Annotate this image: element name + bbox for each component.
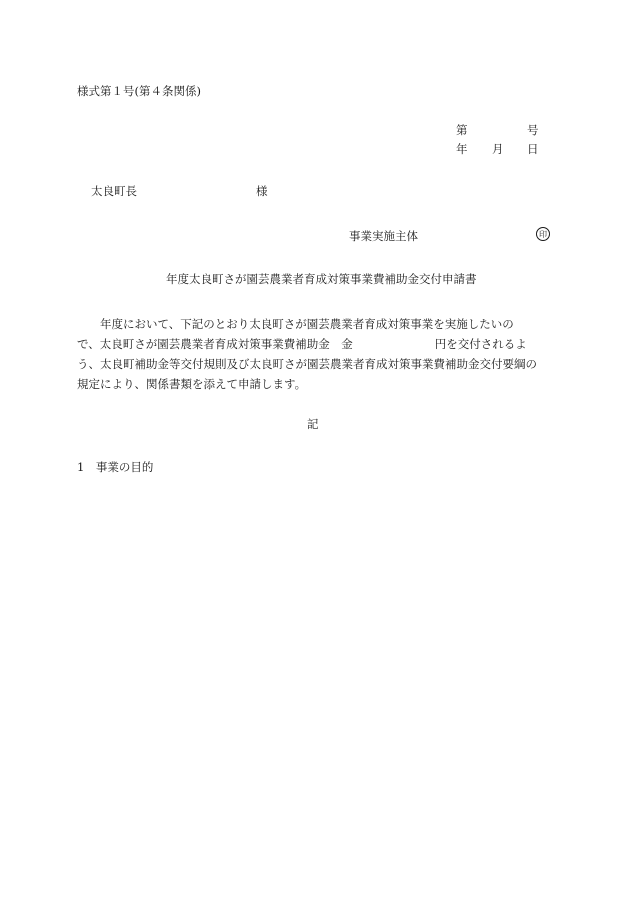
form-number: 様式第１号(第４条関係) (77, 84, 201, 98)
body-line-2-b: 円を交付されるよ (434, 337, 527, 351)
applicant-label: 事業実施主体 (349, 229, 418, 243)
ki-heading: 記 (307, 417, 319, 431)
body-paragraph (77, 314, 550, 394)
body-line-3: う、太良町補助金等交付規則及び太良町さが園芸農業者育成対策事業費補助金交付要綱の (77, 357, 537, 371)
body-line-2-a: で、太良町さが園芸農業者育成対策事業費補助金 金 (77, 337, 353, 351)
section-1-heading: 1 事業の目的 (77, 460, 154, 474)
body-line-2 (77, 334, 550, 354)
date-month: 月 (492, 142, 504, 156)
doc-number-prefix: 第 (456, 123, 468, 137)
seal-icon: 印 (536, 227, 550, 241)
addressee-name: 太良町長 (91, 184, 137, 198)
date-year: 年 (456, 142, 468, 156)
addressee-honorific: 様 (256, 184, 268, 198)
body-line-4: 規定により、関係書類を添えて申請します。 (77, 377, 307, 391)
doc-number-suffix: 号 (527, 123, 539, 137)
document-title: 年度太良町さが園芸農業者育成対策事業費補助金交付申請書 (166, 272, 477, 286)
date-day: 日 (527, 142, 539, 156)
body-line-1: 年度において、下記のとおり太良町さが園芸農業者育成対策事業を実施したいの (77, 317, 514, 331)
